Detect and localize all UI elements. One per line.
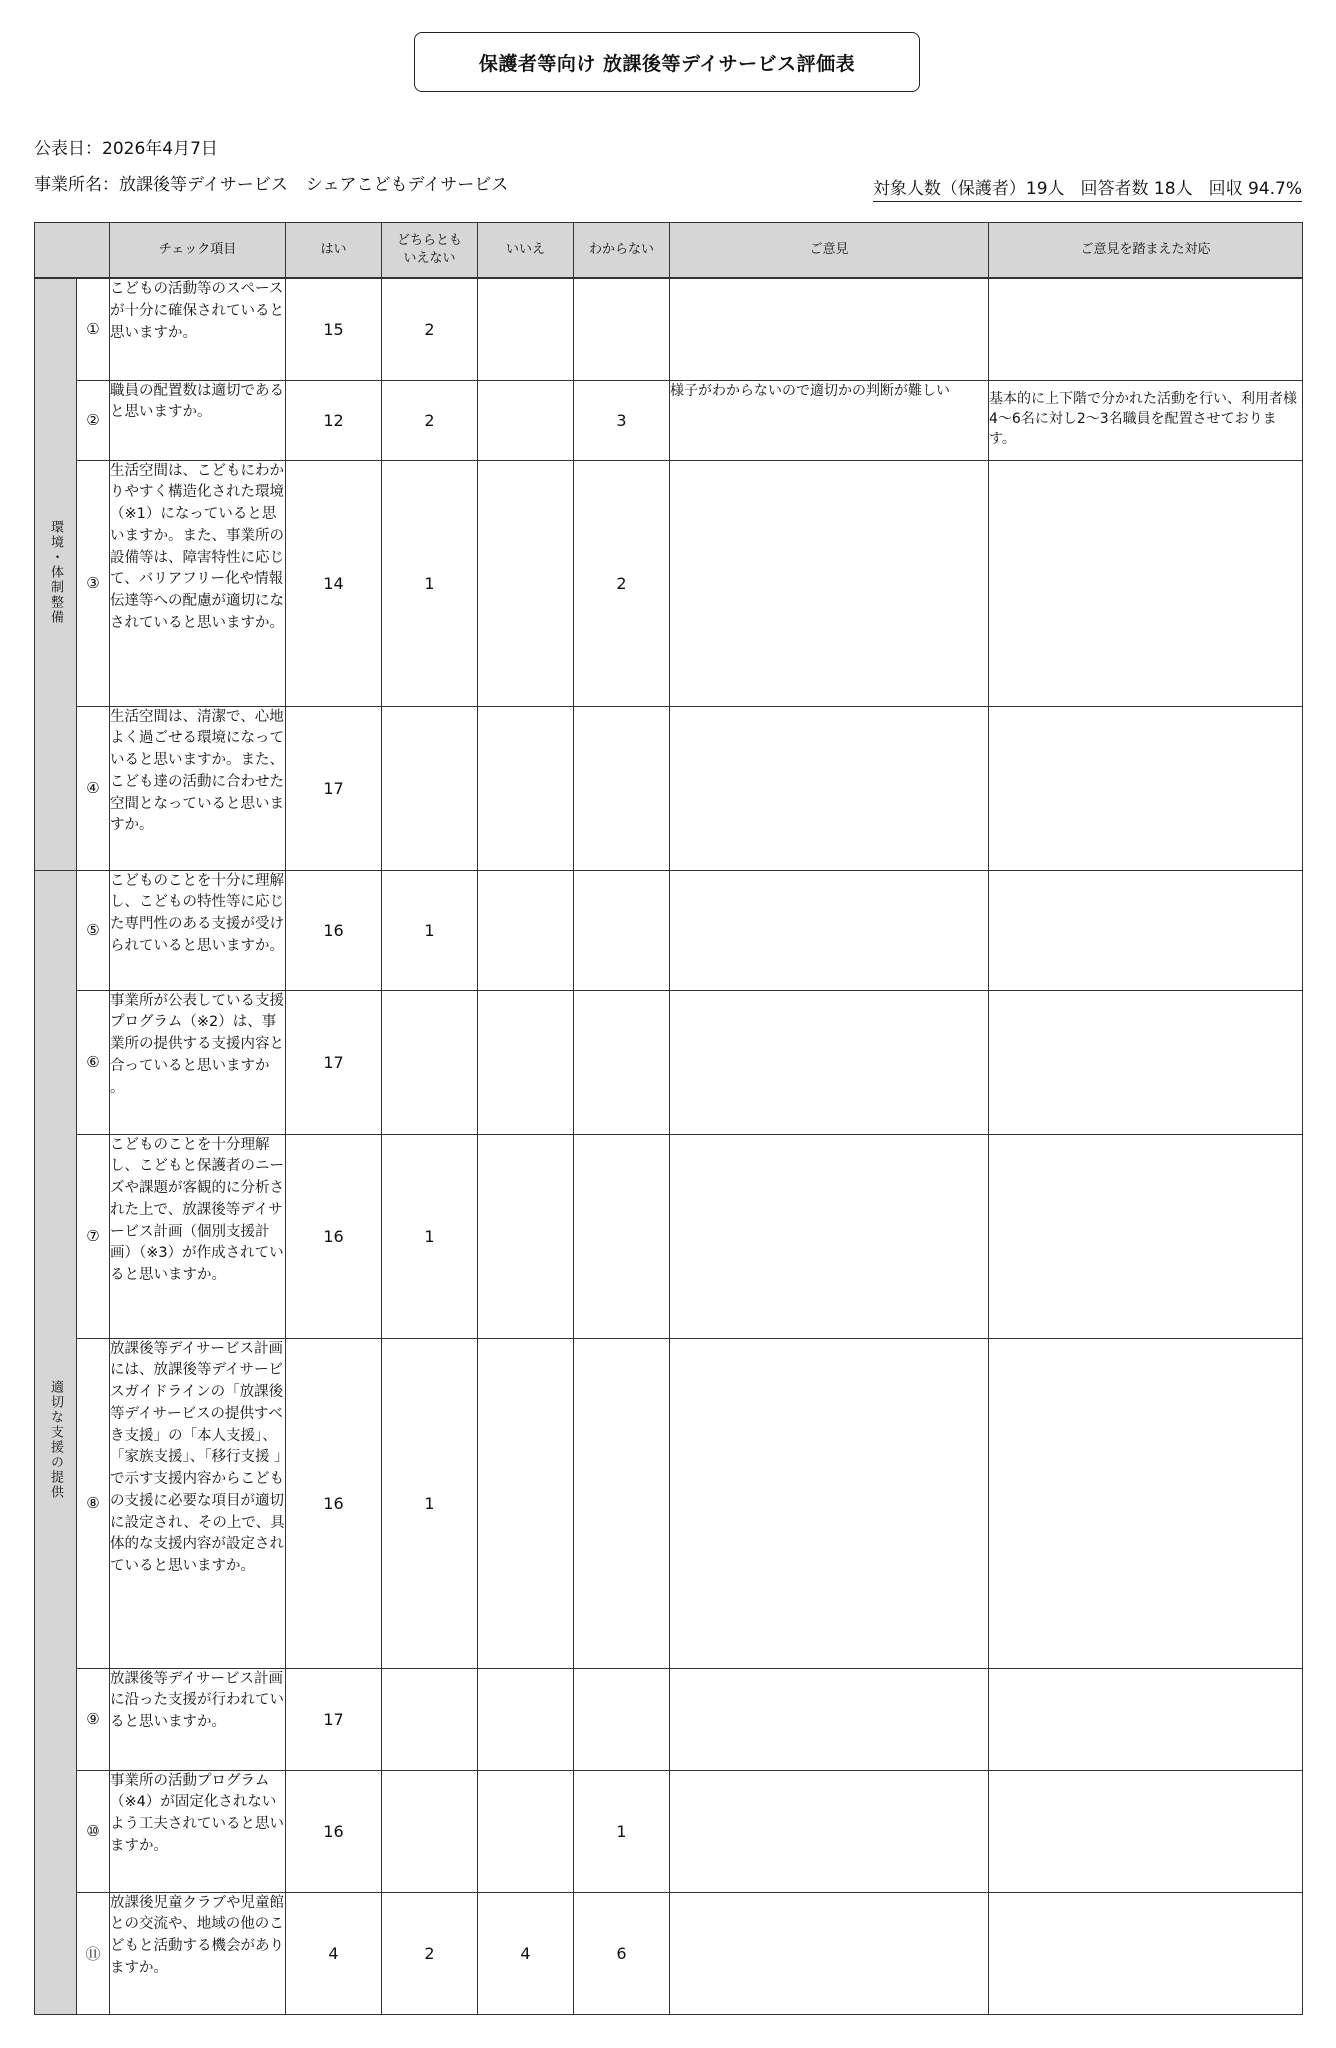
collection-rate: 回収 94.7% bbox=[1208, 179, 1302, 199]
check-item: こどものことを十分理解し、こどもと保護者のニーズや課題が客観的に分析された上で、放課後等デイサービス計画（個別支援計画）（※3）が作成されていると思いますか。 bbox=[110, 1134, 286, 1338]
count-neither bbox=[382, 1668, 478, 1770]
count-unknown bbox=[574, 870, 670, 990]
check-item: 生活空間は、清潔で、心地よく過ごせる環境になっていると思いますか。また、こども達の活動に合わせた空間となっていると思いますか。 bbox=[110, 706, 286, 870]
response-cell bbox=[989, 990, 1303, 1134]
count-yes: 4 bbox=[286, 1892, 382, 2014]
row-number: ③ bbox=[77, 460, 110, 706]
count-no bbox=[478, 870, 574, 990]
check-item: 放課後等デイサービス計画に沿った支援が行われていると思いますか。 bbox=[110, 1668, 286, 1770]
response-cell bbox=[989, 460, 1303, 706]
response-cell bbox=[989, 870, 1303, 990]
row-number: ⑤ bbox=[77, 870, 110, 990]
response-cell: 基本的に上下階で分かれた活動を行い、利用者様4～6名に対し2～3名職員を配置させております。 bbox=[989, 380, 1303, 460]
respondent-count: 回答者数 18人 bbox=[1080, 179, 1193, 199]
opinion-cell bbox=[670, 1134, 989, 1338]
page-title: 保護者等向け 放課後等デイサービス評価表 bbox=[414, 32, 920, 92]
count-neither bbox=[382, 706, 478, 870]
table-row bbox=[35, 706, 1303, 870]
table-row bbox=[35, 1892, 1303, 2014]
facility-info bbox=[34, 170, 508, 195]
table-row bbox=[35, 380, 1303, 460]
count-neither: 1 bbox=[382, 460, 478, 706]
row-number: ⑥ bbox=[77, 990, 110, 1134]
count-no bbox=[478, 1770, 574, 1892]
table-row bbox=[35, 1668, 1303, 1770]
count-no: 4 bbox=[478, 1892, 574, 2014]
count-neither: 2 bbox=[382, 1892, 478, 2014]
count-yes: 16 bbox=[286, 1770, 382, 1892]
row-number: ④ bbox=[77, 706, 110, 870]
count-no bbox=[478, 380, 574, 460]
response-stats bbox=[873, 174, 1302, 202]
table-row bbox=[35, 1770, 1303, 1892]
header-unknown: わからない bbox=[574, 223, 670, 279]
check-item: 生活空間は、こどもにわかりやすく構造化された環境（※1）になっていると思いますか。また、事業所の設備等は、障害特性に応じて、バリアフリー化や情報伝達等への配慮が適切になされていると思いますか。 bbox=[110, 460, 286, 706]
header-yes: はい bbox=[286, 223, 382, 279]
count-neither: 2 bbox=[382, 278, 478, 380]
opinion-cell: 様子がわからないので適切かの判断が難しい bbox=[670, 380, 989, 460]
header-opinion: ご意見 bbox=[670, 223, 989, 279]
header-neither: どちらとも いえない bbox=[382, 223, 478, 279]
count-yes: 16 bbox=[286, 1338, 382, 1668]
count-no bbox=[478, 1668, 574, 1770]
response-cell bbox=[989, 1668, 1303, 1770]
count-no bbox=[478, 1338, 574, 1668]
row-number: ⑨ bbox=[77, 1668, 110, 1770]
response-cell bbox=[989, 1338, 1303, 1668]
facility-label: 事業所名：放課後等デイサービス bbox=[34, 175, 288, 195]
header-response: ご意見を踏まえた対応 bbox=[989, 223, 1303, 279]
response-cell bbox=[989, 706, 1303, 870]
count-yes: 17 bbox=[286, 1668, 382, 1770]
count-unknown bbox=[574, 706, 670, 870]
row-number: ⑧ bbox=[77, 1338, 110, 1668]
row-number: ② bbox=[77, 380, 110, 460]
category-environment bbox=[35, 278, 77, 870]
category-label: 適切な支援の提供 bbox=[48, 1380, 63, 1500]
count-unknown bbox=[574, 1134, 670, 1338]
header-item: チェック項目 bbox=[110, 223, 286, 279]
check-item: こどものことを十分に理解し、こどもの特性等に応じた専門性のある支援が受けられていると思いますか。 bbox=[110, 870, 286, 990]
header-row bbox=[35, 223, 1303, 279]
opinion-cell bbox=[670, 1668, 989, 1770]
opinion-cell bbox=[670, 870, 989, 990]
count-no bbox=[478, 460, 574, 706]
count-unknown: 1 bbox=[574, 1770, 670, 1892]
count-unknown bbox=[574, 1338, 670, 1668]
count-no bbox=[478, 706, 574, 870]
table-row bbox=[35, 990, 1303, 1134]
check-item: 職員の配置数は適切であると思いますか。 bbox=[110, 380, 286, 460]
count-neither: 1 bbox=[382, 1134, 478, 1338]
target-count: 対象人数（保護者）19人 bbox=[872, 179, 1065, 199]
facility-name: シェアこどもデイサービス bbox=[305, 175, 509, 195]
count-no bbox=[478, 990, 574, 1134]
count-unknown bbox=[574, 990, 670, 1134]
count-yes: 17 bbox=[286, 706, 382, 870]
table-row bbox=[35, 1338, 1303, 1668]
check-item: こどもの活動等のスペースが十分に確保されていると思いますか。 bbox=[110, 278, 286, 380]
evaluation-table bbox=[34, 222, 1303, 2015]
header-blank bbox=[35, 223, 110, 279]
table-row bbox=[35, 1134, 1303, 1338]
table-row bbox=[35, 460, 1303, 706]
count-neither: 2 bbox=[382, 380, 478, 460]
count-yes: 16 bbox=[286, 1134, 382, 1338]
response-cell bbox=[989, 1770, 1303, 1892]
opinion-cell bbox=[670, 1338, 989, 1668]
count-unknown: 2 bbox=[574, 460, 670, 706]
check-item: 事業所が公表している支援プログラム（※2）は、事業所の提供する支援内容と合っていると思いますか 。 bbox=[110, 990, 286, 1134]
count-yes: 16 bbox=[286, 870, 382, 990]
response-cell bbox=[989, 1892, 1303, 2014]
publication-date: 公表日：2026年4月7日 bbox=[34, 139, 218, 159]
opinion-cell bbox=[670, 1892, 989, 2014]
table-row bbox=[35, 278, 1303, 380]
check-item: 放課後等デイサービス計画には、放課後等デイサービスガイドラインの「放課後等デイサービスの提供すべき支援」の「本人支援」、「家族支援」、「移行支援 」で示す支援内容からこどもの支援に必要な項目が適切に設定され、その上で、具体的な支援内容が設定されていると思いますか。 bbox=[110, 1338, 286, 1668]
count-unknown bbox=[574, 278, 670, 380]
opinion-cell bbox=[670, 1770, 989, 1892]
count-neither: 1 bbox=[382, 1338, 478, 1668]
category-support bbox=[35, 870, 77, 2014]
row-number: ⑦ bbox=[77, 1134, 110, 1338]
header-no: いいえ bbox=[478, 223, 574, 279]
row-number: ① bbox=[77, 278, 110, 380]
count-neither: 1 bbox=[382, 870, 478, 990]
count-yes: 17 bbox=[286, 990, 382, 1134]
count-neither bbox=[382, 1770, 478, 1892]
opinion-cell bbox=[670, 460, 989, 706]
count-unknown: 6 bbox=[574, 1892, 670, 2014]
response-cell bbox=[989, 278, 1303, 380]
count-neither bbox=[382, 990, 478, 1134]
count-no bbox=[478, 1134, 574, 1338]
count-yes: 14 bbox=[286, 460, 382, 706]
opinion-cell bbox=[670, 990, 989, 1134]
row-number: ⑪ bbox=[77, 1892, 110, 2014]
table-row bbox=[35, 870, 1303, 990]
count-unknown: 3 bbox=[574, 380, 670, 460]
count-no bbox=[478, 278, 574, 380]
response-cell bbox=[989, 1134, 1303, 1338]
check-item: 放課後児童クラブや児童館との交流や、地域の他のこどもと活動する機会がありますか。 bbox=[110, 1892, 286, 2014]
count-unknown bbox=[574, 1668, 670, 1770]
row-number: ⑩ bbox=[77, 1770, 110, 1892]
opinion-cell bbox=[670, 706, 989, 870]
opinion-cell bbox=[670, 278, 989, 380]
count-yes: 15 bbox=[286, 278, 382, 380]
category-label: 環境・体制整備 bbox=[48, 519, 63, 625]
count-yes: 12 bbox=[286, 380, 382, 460]
check-item: 事業所の活動プログラム（※4）が固定化されないよう工夫されていると思いますか。 bbox=[110, 1770, 286, 1892]
